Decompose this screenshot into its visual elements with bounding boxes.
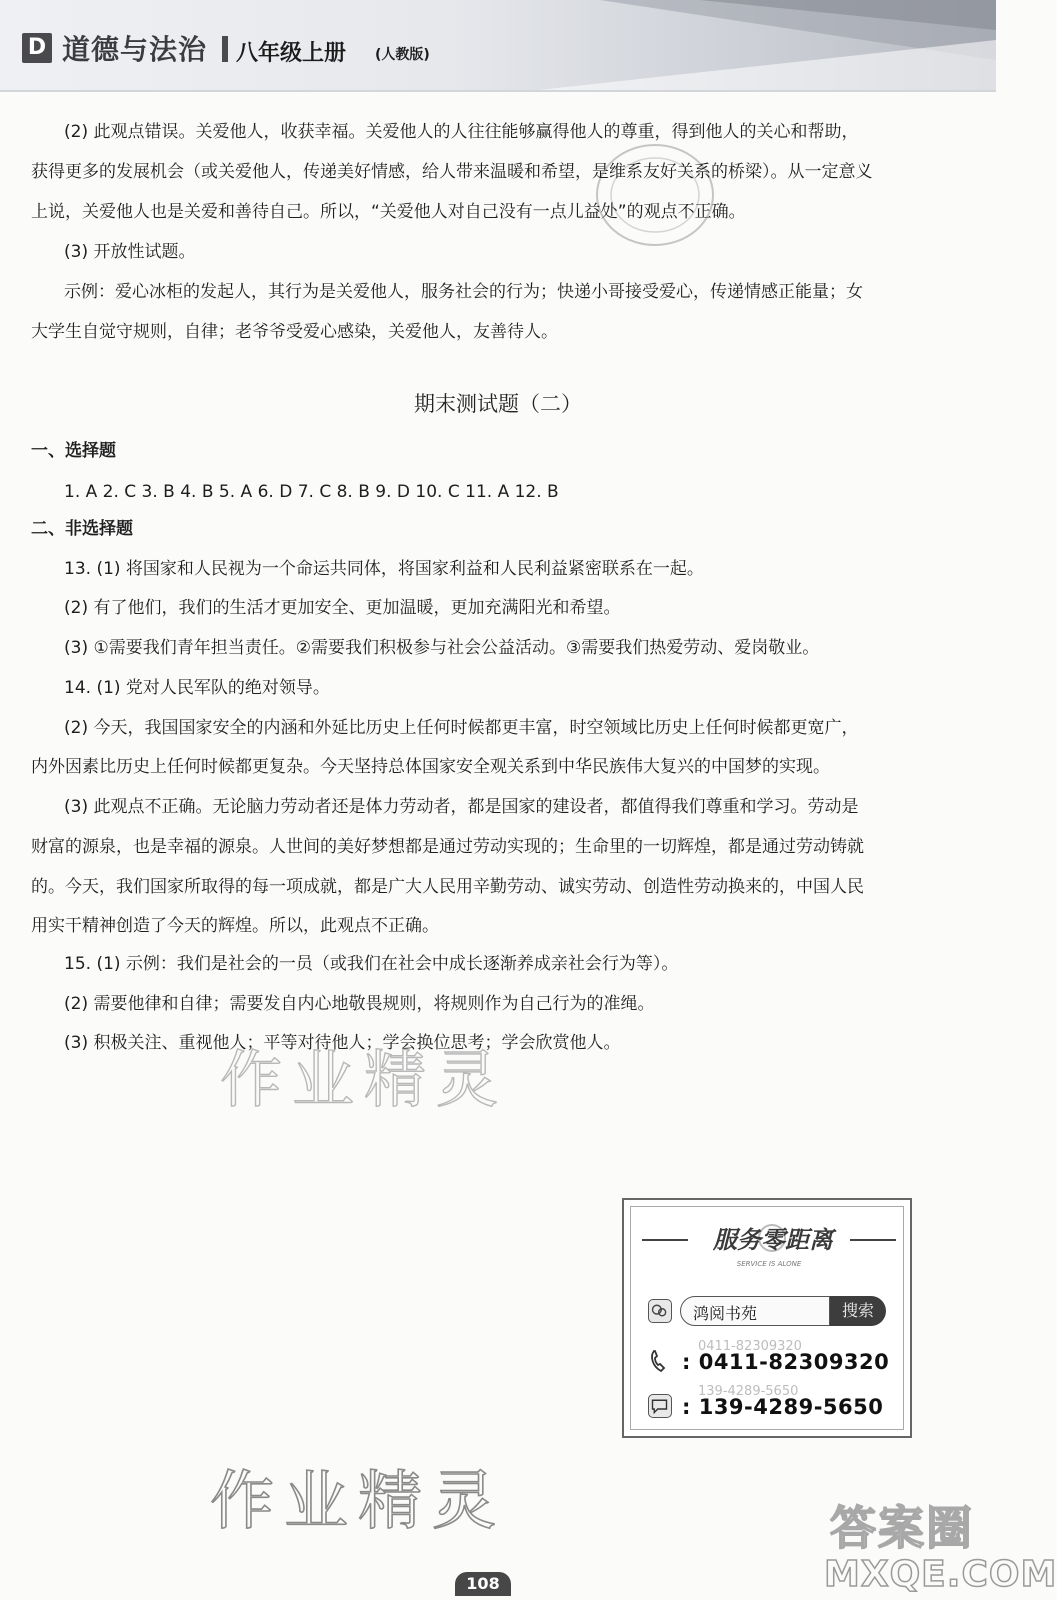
- answer-line: 的。今天，我们国家所取得的每一项成就，都是广大人民用辛勤劳动、诚实劳动、创造性劳动换来的，中国人民: [31, 877, 864, 897]
- answer-line: (2) 此观点错误。关爱他人，收获幸福。关爱他人的人往往能够赢得他人的尊重，得到他人的关心和帮助，: [64, 122, 859, 142]
- title-dash: [850, 1239, 896, 1241]
- card-subtitle: SERVICE IS ALONE: [736, 1260, 802, 1268]
- section-heading: 二、非选择题: [31, 519, 133, 539]
- search-query: 鸿阅书苑: [693, 1304, 758, 1323]
- section-heading: 一、选择题: [31, 441, 116, 461]
- edition-label: (人教版): [375, 47, 430, 63]
- phone-ghost-text: 0411-82309320: [698, 1339, 802, 1354]
- header-divider: [0, 90, 996, 92]
- watermark-text: 作业精灵: [210, 1465, 506, 1539]
- answer-line: 财富的源泉，也是幸福的源泉。人世间的美好梦想都是通过劳动实现的；生命里的一切辉煌，都是通过劳动铸就: [31, 837, 864, 857]
- card-title-row: [642, 1220, 896, 1260]
- answer-line: 内外因素比历史上任何时候都更复杂。今天坚持总体国家安全观关系到中华民族伟大复兴的中国梦的实现。: [31, 757, 830, 777]
- chat-icon: [648, 1394, 672, 1418]
- search-button[interactable]: 搜索: [830, 1296, 886, 1326]
- watermark-text: 作业精灵: [220, 1043, 509, 1116]
- answer-line: 示例：爱心冰柜的发起人，其行为是关爱他人，服务社会的行为；快递小哥接受爱心，传递情感正能量；女: [64, 282, 863, 302]
- answer-line: 15. (1) 示例：我们是社会的一员（或我们在社会中成长逐渐养成亲社会行为等）。: [64, 954, 679, 974]
- answer-line: (3) ①需要我们青年担当责任。②需要我们积极参与社会公益活动。③需要我们热爱劳动、爱岗敬业。: [64, 638, 820, 658]
- phone-number: : 0411-82309320: [682, 1350, 890, 1374]
- answer-line: (3) 开放性试题。: [64, 242, 196, 262]
- answer-line: 14. (1) 党对人民军队的绝对领导。: [64, 678, 330, 698]
- answer-line: 用实干精神创造了今天的辉煌。所以，此观点不正确。: [31, 916, 439, 936]
- answer-line: 上说，关爱他人也是关爱和善待自己。所以，“关爱他人对自己没有一点儿益处”的观点不正确。: [31, 202, 746, 222]
- answer-line: (2) 有了他们，我们的生活才更加安全、更加温暖，更加充满阳光和希望。: [64, 598, 621, 618]
- wechat-icon: [648, 1299, 672, 1323]
- header-decoration: [520, 0, 996, 92]
- answer-line: (2) 今天，我国国家安全的内涵和外延比历史上任何时候都更丰富，时空领域比历史上任何时候都更宽广，: [64, 718, 859, 738]
- choice-answers: 1. A 2. C 3. B 4. B 5. A 6. D 7. C 8. B 9. D 10. C 11. A 12. B: [64, 482, 559, 502]
- header-separator: [222, 36, 228, 62]
- answer-line: (3) 积极关注、重视他人；平等对待他人；学会换位思考；学会欣赏他人。: [64, 1033, 621, 1053]
- corner-logo-url: MXQE.COM: [824, 1554, 1057, 1595]
- exam-title: 期末测试题（二）: [414, 392, 582, 416]
- subject-badge: D: [22, 33, 52, 63]
- title-dash: [642, 1239, 688, 1241]
- mobile-ghost-text: 139-4289-5650: [698, 1384, 799, 1399]
- mobile-number: : 139-4289-5650: [682, 1395, 884, 1419]
- search-input[interactable]: [680, 1296, 830, 1326]
- page-header: [0, 0, 996, 92]
- answer-line: 13. (1) 将国家和人民视为一个命运共同体，将国家利益和人民利益紧密联系在一起。: [64, 559, 704, 579]
- faded-stamp: [590, 135, 720, 255]
- answer-line: 获得更多的发展机会（或关爱他人，传递美好情感，给人带来温暖和希望，是维系友好关系的桥梁）。从一定意义: [31, 162, 873, 182]
- page-number: 108: [466, 1574, 500, 1593]
- card-title: 服务零距离: [713, 1226, 833, 1254]
- corner-logo-text: 答案圈: [830, 1501, 974, 1555]
- subject-title: 道德与法治: [62, 33, 208, 66]
- grade-title: 八年级上册: [236, 41, 347, 66]
- answer-line: 大学生自觉守规则，自律；老爷爷受爱心感染，关爱他人，友善待人。: [31, 322, 558, 342]
- service-card: [622, 1198, 912, 1438]
- answer-line: (2) 需要他律和自律；需要发自内心地敬畏规则，将规则作为自己行为的准绳。: [64, 994, 655, 1014]
- answer-line: (3) 此观点不正确。无论脑力劳动者还是体力劳动者，都是国家的建设者，都值得我们尊重和学习。劳动是: [64, 797, 859, 817]
- phone-icon: [648, 1348, 672, 1372]
